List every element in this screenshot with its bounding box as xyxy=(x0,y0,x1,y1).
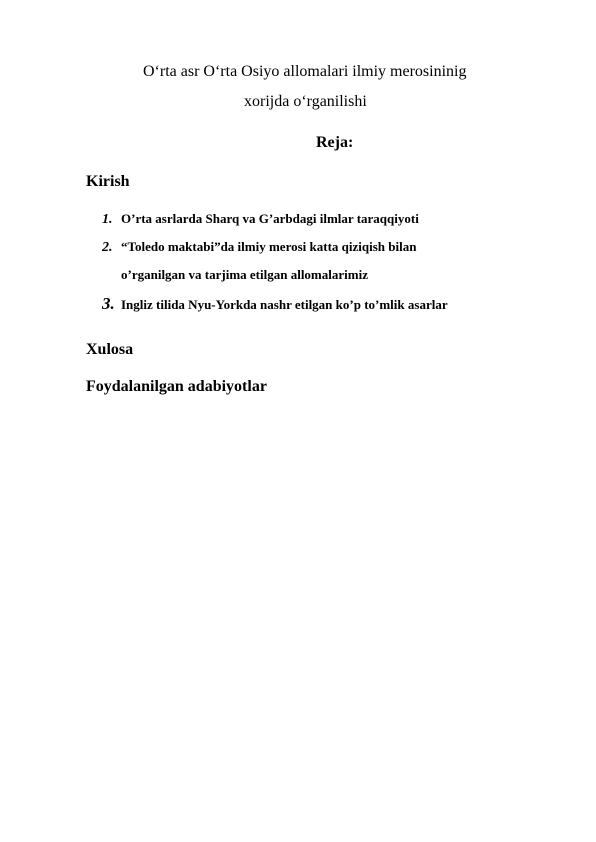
document-title-line-1: O‘rta asr O‘rta Osiyo allomalari ilmiy merosininig xyxy=(143,63,467,80)
intro-heading: Kirish xyxy=(86,173,130,190)
conclusion-heading: Xulosa xyxy=(86,341,134,358)
plan-item-text: “Toledo maktabi”da ilmiy merosi katta qiziqish bilan xyxy=(121,239,417,254)
plan-heading: Reja: xyxy=(316,134,354,151)
plan-item-number: 1. xyxy=(102,212,113,227)
plan-item-number: 2. xyxy=(102,240,113,255)
plan-item-number: 3. xyxy=(102,294,115,313)
references-heading: Foydalanilgan adabiyotlar xyxy=(86,378,267,395)
plan-item-2 xyxy=(102,238,416,256)
plan-item-text: O’rta asrlarda Sharq va G’arbdagi ilmlar taraqqiyoti xyxy=(121,211,419,226)
plan-item-1 xyxy=(102,210,419,228)
plan-item-2-continued: o’rganilgan va tarjima etilgan allomalarimiz xyxy=(121,267,368,282)
document-title-line-2: xorijda o‘rganilishi xyxy=(244,93,367,110)
plan-item-text: Ingliz tilida Nyu-Yorkda nashr etilgan ko’p to’mlik asarlar xyxy=(121,297,448,312)
plan-item-3 xyxy=(102,295,448,313)
